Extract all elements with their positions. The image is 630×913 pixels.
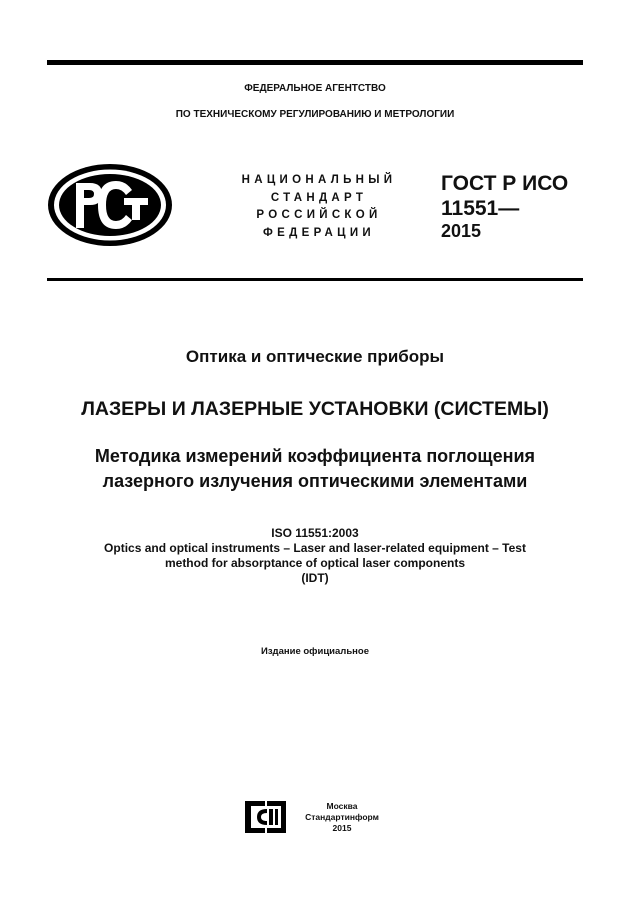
subtitle-line-2: лазерного излучения оптическими элементами (102, 471, 528, 491)
iso-equivalence: (IDT) (301, 571, 329, 585)
publisher-name: Стандартинформ (305, 812, 379, 822)
standard-designation (441, 171, 568, 241)
designation-line-2: 11551— (441, 197, 520, 220)
subtitle-line-1: Методика измерений коэффициента поглощения (94, 446, 536, 466)
standartinform-logo-icon (245, 801, 286, 833)
publisher-year: 2015 (332, 823, 352, 833)
iso-number: ISO 11551:2003 (271, 526, 359, 540)
bottom-rule (47, 278, 583, 281)
standard-type-line-2: СТАНДАРТ (270, 191, 368, 204)
publisher-city: Москва (326, 801, 358, 811)
standard-type-line-3: РОССИЙСКОЙ (256, 209, 382, 221)
agency-line-2: ПО ТЕХНИЧЕСКОМУ РЕГУЛИРОВАНИЮ И МЕТРОЛОГИИ (175, 109, 455, 120)
iso-reference (0, 526, 630, 586)
publisher-imprint (292, 801, 392, 834)
iso-title-line-1: Optics and optical instruments – Laser and laser-related equipment – Test (104, 541, 526, 555)
standard-type-line-1: НАЦИОНАЛЬНЫЙ (241, 174, 397, 186)
subject-heading: Оптика и оптические приборы (185, 347, 445, 366)
document-subtitle (0, 444, 630, 494)
agency-line-1: ФЕДЕРАЛЬНОЕ АГЕНТСТВО (244, 83, 386, 94)
designation-year: 2015 (441, 221, 482, 241)
edition-note: Издание официальное (261, 646, 369, 657)
top-rule (47, 60, 583, 65)
rst-certification-mark-icon (46, 162, 174, 248)
iso-title-line-2: method for absorptance of optical laser components (164, 556, 466, 570)
standard-type (226, 172, 412, 242)
standard-type-line-4: ФЕДЕРАЦИИ (263, 226, 375, 239)
document-title: ЛАЗЕРЫ И ЛАЗЕРНЫЕ УСТАНОВКИ (СИСТЕМЫ) (81, 398, 549, 420)
designation-line-1: ГОСТ Р ИСО (441, 172, 569, 195)
